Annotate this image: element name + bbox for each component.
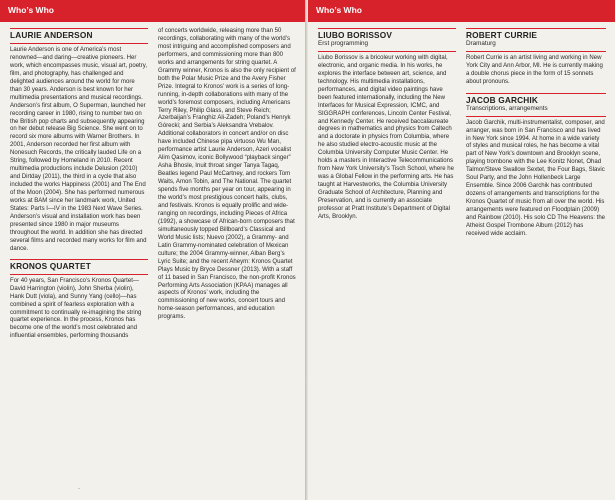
section-rule [318,28,456,29]
bio-name-laurie-anderson: LAURIE ANDERSON [10,30,93,40]
bio-name-jacob-garchik: JACOB GARCHIK [466,94,539,105]
right-page [308,0,615,500]
section-rule [318,51,456,52]
section-rule [10,43,148,44]
left-header-bar [0,0,307,22]
left-header-title: Who’s Who [8,5,54,15]
right-column-1 [318,28,456,222]
section-rule [10,274,148,275]
bio-text-jacob-garchik: Jacob Garchik, multi-instrumentalist, composer, and arranger, was born in San Francisco and has lived in New York since 1994. At home in a wide variety of styles and musical roles, he has become a vital part of New York’s downtown and Brooklyn scene, playing trombone with the Lee Konitz Nonet, Ohad Talmor/Steve Swallow Sextet, the Four Bags, Slavic Soul Party, and the John Hollenbeck Large Ensemble. Since 2006 Garchik has contributed dozens of arrangements and transcriptions for the Kronos Quartet of music from all over the world. His arrangements were featured on Floodplain (2009) and Rainbow (2010). His solo CD The Heavens: the Atheist Gospel Trombone Album (2012) has received wide acclaim. [466,119,606,237]
section-rule [10,259,148,260]
bio-role-jacob-garchik: Transcriptions, arrangements [466,104,548,112]
left-column-2 [158,28,298,322]
section-rule [466,51,606,52]
bio-role-liubo-borissov: Erst programming [318,39,369,47]
page-folio-mark: ⁃ [78,486,81,491]
bio-role-robert-currie: Dramaturg [466,39,496,47]
bio-text-robert-currie: Robert Currie is an artist living and working in New York City and Ann Arbor, MI. He is currently making a double chorus piece in the form of 15 sonnets about pronouns. [466,54,603,85]
left-column-1 [10,28,148,341]
right-column-2 [466,28,606,239]
bio-text-kronos-quartet-part2: of concerts worldwide, releasing more than 50 recordings, collaborating with many of the world’s most intriguing and accomplished composers and performers, and commissioning more than 800 works and arrangements for string quartet. A Grammy winner, Kronos is also the only recipient of both the Polar Music Prize and the Avery Fisher Prize. Integral to Kronos’ work is a series of long-running, in-depth collaborations with many of the world’s foremost composers, including Americans Terry Riley, Philip Glass, and Steve Reich; Azerbaijan’s Franghiz Ali-Zadeh; Poland’s Henryk Górecki; and Serbia’s Aleksandra Vrebalov. Additional collaborators in concert and/or on disc have included Chinese pipa virtuoso Wu Man, performance artist Laurie Anderson, Azeri vocalist Alim Qasimov, iconic Bollywood “playback singer” Asha Bhosle, Inuit throat singer Tanya Tagaq, Beatles legend Paul McCartney, and rockers Tom Waits, Amon Tobin, and The National. The quartet spends five months per year on tour, appearing in the world’s most prestigious concert halls, clubs, and festivals. Kronos is equally prolific and wide-ranging on recordings, including Pieces of Africa (1992), a showcase of African-born composers that simultaneously topped Billboard’s Classical and World Music lists; Nuevo (2002), a Grammy- and Latin Grammy-nominated celebration of Mexican culture; the 2004 Grammy-winner, Alban Berg’s Lyric Suite; and the recent Aheym: Kronos Quartet Plays Music by Bryce Dessner (2013). With a staff of 11 based in San Francisco, the non-profit Kronos Performing Arts Association (KPAA) manages all aspects of Kronos’ work, including the commissioning of new works, concert tours and home-season performances, and education programs. [158,28,296,321]
section-rule [10,28,148,29]
bio-text-laurie-anderson: Laurie Anderson is one of America’s most renowned—and daring—creative pioneers. Her work, which encompasses music, visual art, poetry, film, and photography, has challenged and delighted audiences around the world for more than 30 years. Anderson is best known for her multimedia presentations and musical recordings. Anderson’s first album, O Superman, launched her recording career in 1980, rising to number two on the British pop charts and subsequently appearing on her debut release Big Science. She went on to record six more albums with Warner Brothers. In 2001, Anderson recorded her first album with Nonesuch Records, the critically lauded Life on a String, followed by Homeland in 2010. Recent multimedia productions include Delusion (2010) and Dirtday (2011), the third in a cycle that also included the works Happiness (2001) and The End of the Moon (2004). She has performed numerous works at BAM since her landmark work, United States: Parts I—IV in the 1983 Next Wave Series. Anderson’s visual and installation work has been presented since 1980 in major museums throughout the world. In addition she has directed several films and recorded many works for film and dance. [10,46,147,252]
bio-text-kronos-quartet-part1: For 40 years, San Francisco’s Kronos Quartet—David Harrington (violin), John Sherba (violin), Hank Dutt (viola), and Sunny Yang (cello)—has combined a spirit of fearless exploration with a commitment to continually re-imagining the string quartet experience. In the process, Kronos has become one of the world’s most celebrated and influential ensembles, performing thousands [10,277,142,340]
section-rule [466,93,606,94]
bio-name-liubo-borissov: LIUBO BORISSOV [318,30,393,40]
bio-text-liubo-borissov: Liubo Borissov is a bricoleur working with digital, electronic, and organic media. In his works, he explores the interface between art, science, and technology. His multimedia installations, performances, and digital video paintings have been featured internationally, including the New Interfaces for Musical Expression, ICMC, and SIGGRAPH conferences, Lincoln Center Festival, and Kennedy Center. He received baccalaureate degrees in mathematics and physics from Caltech and a doctorate in physics from Columbia, where he also studied electro-acoustic music at the Columbia University Computer Music Center. He holds a masters in Interactive Telecommunications from New York University’s Tisch School, where he was a Global Fellow in the performing arts. He has taught at Harvestworks, the Columbia University Graduate School of Architecture, Planning and Preservation, and is currently an associate professor at Pratt Institute’s Department of Digital Arts, Brooklyn. [318,54,454,220]
bio-name-kronos-quartet: KRONOS QUARTET [10,260,91,271]
right-header-title: Who’s Who [316,5,362,15]
section-rule [466,28,606,29]
section-rule [466,116,606,117]
left-page [0,0,307,500]
right-header-bar [308,0,615,22]
bio-name-robert-currie: ROBERT CURRIE [466,30,538,40]
